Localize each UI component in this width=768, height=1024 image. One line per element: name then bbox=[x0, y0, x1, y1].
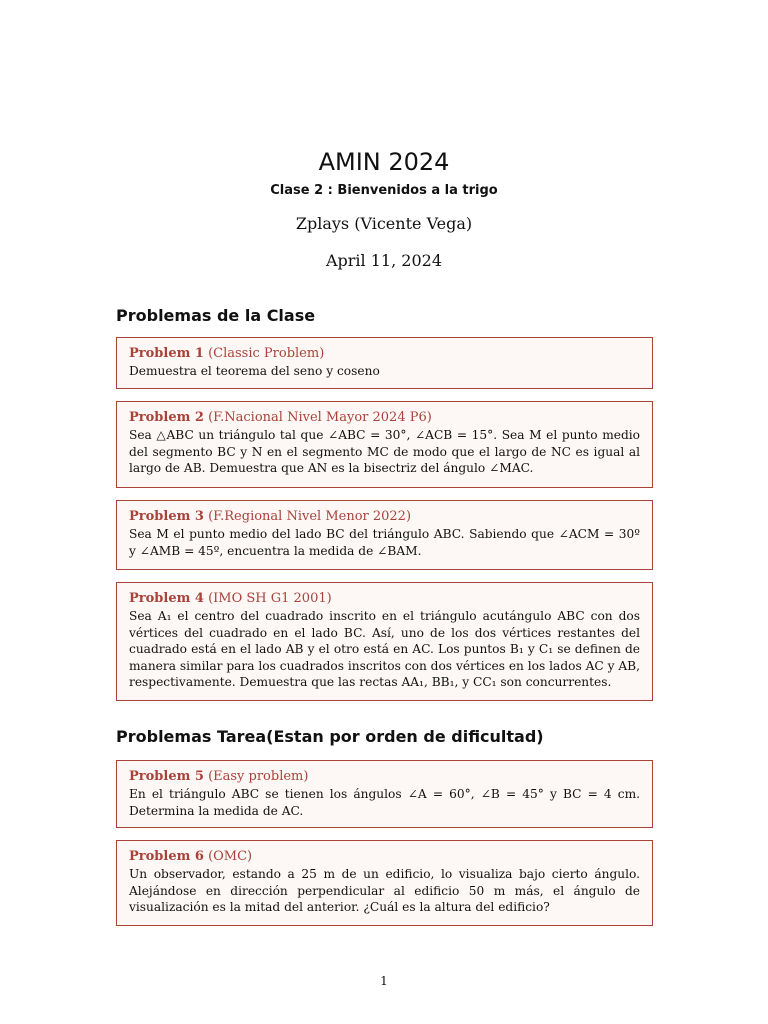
problem-text: Demuestra el teorema del seno y coseno bbox=[129, 364, 380, 378]
problem-header bbox=[129, 767, 640, 786]
problem-box-1 bbox=[116, 337, 653, 389]
problem-text: Sea △ABC un triángulo tal que ∠ABC = 30°, ∠ACB = 15°. Sea M el punto medio del segmento BC y N en el segmento MC de modo que el largo de NC es igual al largo de AB. Demuestra que AN es la bisectriz del ángulo ∠MAC. bbox=[129, 428, 640, 475]
problem-text: Sea M el punto medio del lado BC del triángulo ABC. Sabiendo que ∠ACM = 30º y ∠AMB = 45º, encuentra la medida de ∠BAM. bbox=[129, 527, 640, 558]
problem-box-4 bbox=[116, 582, 653, 701]
problem-box-2 bbox=[116, 401, 653, 488]
problem-header bbox=[129, 507, 640, 526]
problem-header bbox=[129, 344, 640, 363]
problem-header bbox=[129, 847, 640, 866]
document-title: AMIN 2024 bbox=[318, 148, 450, 176]
problem-source: (Classic Problem) bbox=[208, 346, 325, 361]
section-heading-homework: Problemas Tarea(Estan por orden de dificultad) bbox=[116, 727, 544, 746]
problem-number: Problem 5 bbox=[129, 769, 204, 784]
problem-source: (IMO SH G1 2001) bbox=[208, 591, 332, 606]
author: Zplays (Vicente Vega) bbox=[295, 214, 473, 233]
problem-number: Problem 2 bbox=[129, 410, 204, 425]
problem-text: Un observador, estando a 25 m de un edificio, lo visualiza bajo cierto ángulo. Alejándose en dirección perpendicular al edificio 50 m más, el ángulo de visualización es la mitad del anterior. ¿Cuál es la altura del edificio? bbox=[129, 867, 640, 914]
problem-number: Problem 6 bbox=[129, 849, 204, 864]
document-subtitle: Clase 2 : Bienvenidos a la trigo bbox=[270, 183, 498, 198]
problem-box-3 bbox=[116, 500, 653, 570]
problem-source: (F.Nacional Nivel Mayor 2024 P6) bbox=[208, 410, 432, 425]
problem-source: (F.Regional Nivel Menor 2022) bbox=[208, 509, 412, 524]
problem-header bbox=[129, 589, 640, 608]
problem-text: En el triángulo ABC se tienen los ángulos ∠A = 60°, ∠B = 45° y BC = 4 cm. Determina la medida de AC. bbox=[129, 787, 640, 818]
problem-source: (Easy problem) bbox=[208, 769, 309, 784]
problem-number: Problem 3 bbox=[129, 509, 204, 524]
problem-header bbox=[129, 408, 640, 427]
problem-number: Problem 1 bbox=[129, 346, 204, 361]
problem-number: Problem 4 bbox=[129, 591, 204, 606]
section-heading-class: Problemas de la Clase bbox=[116, 306, 316, 325]
page-number: 1 bbox=[380, 974, 388, 988]
date: April 11, 2024 bbox=[325, 251, 442, 270]
problem-text: Sea A₁ el centro del cuadrado inscrito en el triángulo acutángulo ABC con dos vértices del cuadrado en el lado BC. Así, uno de los dos vértices restantes del cuadrado está en el lado AB y el otro está en AC. Los puntos B₁ y C₁ se definen de manera similar para los cuadrados inscritos con dos vértices en los lados AC y AB, respectivamente. Demuestra que las rectas AA₁, BB₁, y CC₁ son concurrentes. bbox=[129, 609, 640, 689]
problem-box-5 bbox=[116, 760, 653, 828]
problem-box-6 bbox=[116, 840, 653, 926]
problem-source: (OMC) bbox=[208, 849, 253, 864]
